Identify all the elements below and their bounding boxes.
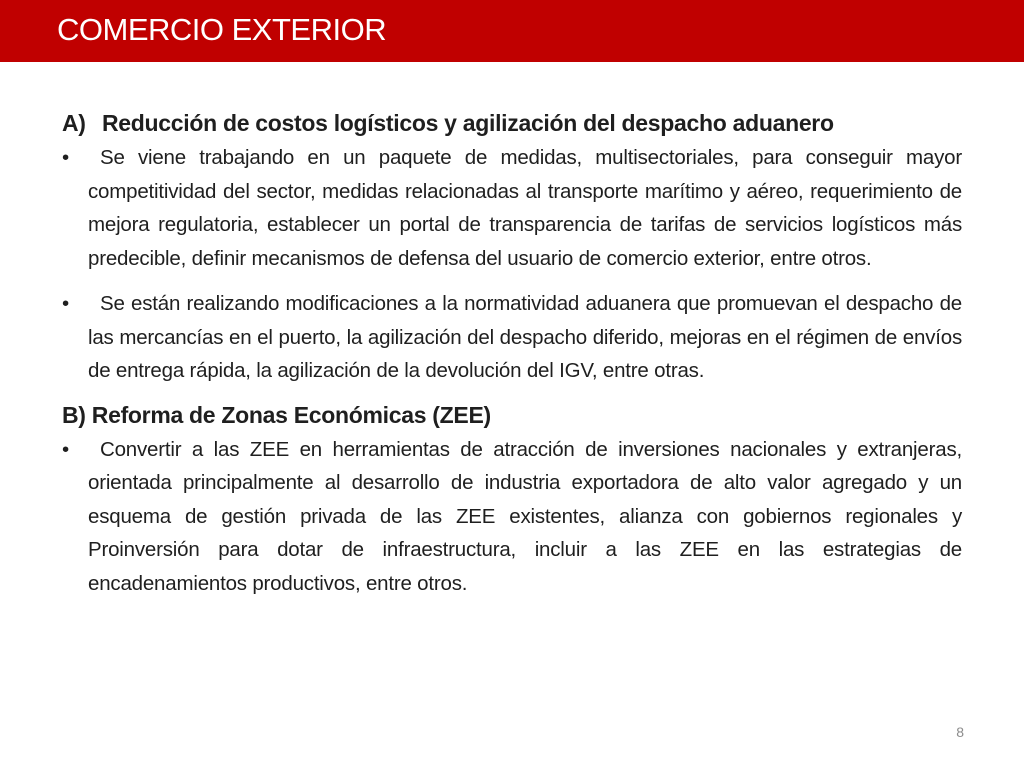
section-b-heading [62, 400, 962, 430]
slide-content [62, 108, 962, 600]
bullet-marker: • [62, 437, 69, 461]
slide-title: COMERCIO EXTERIOR [57, 12, 387, 47]
page-number: 8 [956, 724, 964, 740]
section-b-title: Reforma de Zonas Económicas (ZEE) [91, 401, 491, 428]
bullet-item [62, 287, 962, 388]
bullet-text: Se están realizando modificaciones a la normatividad aduanera que promuevan el despacho de las mercancías en el puerto, la agilización del despacho diferido, mejoras en el régimen de envíos de entrega rápida, la agilización de la devolución del IGV, entre otras. [88, 292, 962, 382]
section-a-heading [62, 108, 962, 138]
bullet-item [62, 141, 962, 275]
bullet-marker: • [62, 146, 69, 169]
header-bar [0, 0, 1024, 62]
section-b-label: B) [62, 401, 86, 428]
bullet-marker: • [62, 292, 69, 315]
section-a-title: Reducción de costos logísticos y agilización del despacho aduanero [102, 110, 834, 136]
section-a-label: A) [62, 110, 86, 136]
bullet-text: Convertir a las ZEE en herramientas de atracción de inversiones nacionales y extranjeras, orientada principalmente al desarrollo de industria exportadora de alto valor agregado y un esquema de gestión privada de las ZEE existentes, alianza con gobiernos regionales y Proinversión para dotar de infraestructura, incluir a las ZEE en las estrategias de encadenamientos productivos, entre otros. [88, 437, 962, 595]
bullet-item [62, 433, 962, 601]
bullet-text: Se viene trabajando en un paquete de medidas, multisectoriales, para conseguir mayor competitividad del sector, medidas relacionadas al transporte marítimo y aéreo, requerimiento de mejora regulatoria, establecer un portal de transparencia de tarifas de servicios logísticos más predecible, definir mecanismos de defensa del usuario de comercio exterior, entre otros. [88, 146, 962, 270]
